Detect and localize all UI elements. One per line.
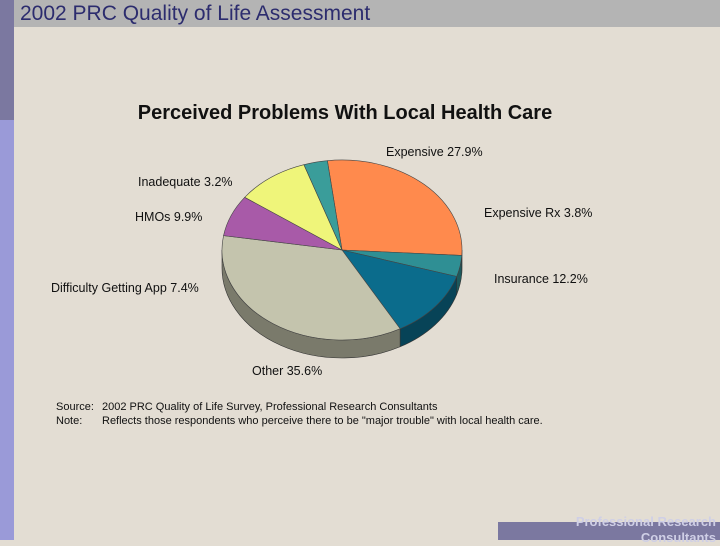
- pie-slice-expensive: [327, 160, 462, 255]
- pie-label-expensive: Expensive 27.9%: [386, 145, 483, 159]
- note-row: [56, 414, 543, 428]
- chart-title: Perceived Problems With Local Health Care: [0, 102, 690, 125]
- pie-label-difficulty-getting-app: Difficulty Getting App 7.4%: [51, 281, 199, 295]
- chart-notes: [56, 400, 543, 428]
- source-label: Source:: [56, 400, 102, 414]
- pie-label-expensive-rx: Expensive Rx 3.8%: [484, 206, 592, 220]
- source-text: 2002 PRC Quality of Life Survey, Professional Research Consultants: [102, 400, 437, 414]
- footer-brand: Professional Research Consultants: [498, 514, 716, 546]
- pie-slices: [222, 160, 462, 340]
- source-row: [56, 400, 543, 414]
- pie-label-insurance: Insurance 12.2%: [494, 272, 588, 286]
- pie-label-inadequate: Inadequate 3.2%: [138, 175, 233, 189]
- pie-label-hmos: HMOs 9.9%: [135, 210, 202, 224]
- slide-header-title: 2002 PRC Quality of Life Assessment: [20, 2, 370, 26]
- pie-label-other: Other 35.6%: [252, 364, 322, 378]
- note-text: Reflects those respondents who perceive there to be "major trouble" with local health care.: [102, 414, 543, 428]
- note-label: Note:: [56, 414, 102, 428]
